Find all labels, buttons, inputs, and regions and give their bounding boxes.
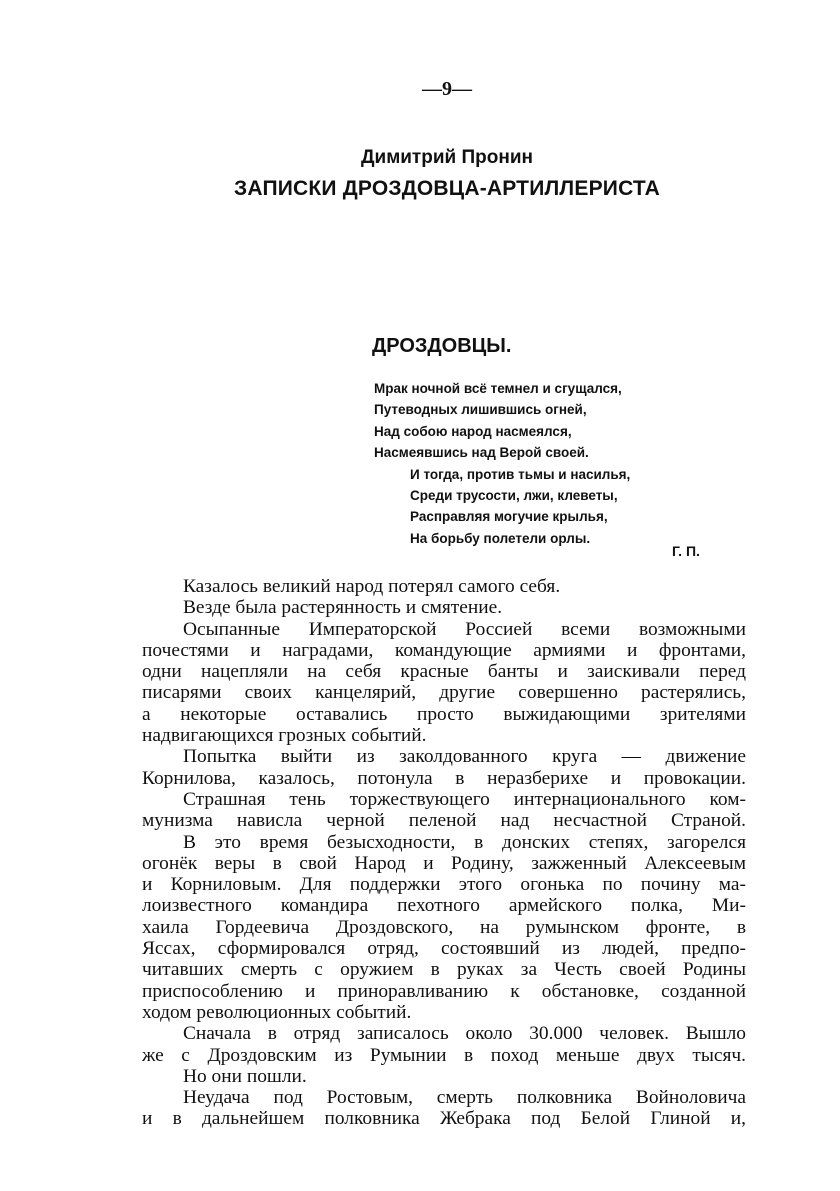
text-line: ходом революционных событий. — [142, 1001, 412, 1023]
text-line: и в дальнейшем полковника Жебрака под Белой Глиной и, — [142, 1108, 746, 1130]
text-line: лоизвестного командира пехотного армейского полка, Ми- — [142, 895, 746, 917]
section-title: ДРОЗДОВЦЫ. — [372, 335, 512, 357]
poem-line: Путеводных лишившись огней, — [374, 402, 587, 418]
text-line: хаила Гордеевича Дроздовского, на румынском фронте, в — [142, 916, 746, 938]
body-text — [142, 576, 746, 1130]
page-number: —9— — [422, 78, 472, 100]
text-line: Везде была растерянность и смятение. — [183, 597, 503, 619]
text-line: писарями своих канцелярий, другие совершенно растерялись, — [142, 682, 746, 704]
poem-line: Расправляя могучие крылья, — [410, 509, 608, 525]
text-line: Казалось великий народ потерял самого себя. — [183, 576, 561, 597]
poem-epigraph — [374, 378, 734, 549]
poem-line: Мрак ночной всё темнел и сгущался, — [374, 381, 622, 396]
text-line: надвигающихся грозных событий. — [142, 725, 427, 747]
text-line: и Корниловым. Для поддержки этого огонька по почину ма- — [142, 874, 746, 896]
text-line: почестями и наградами, командующие армиями и фронтами, — [142, 639, 746, 661]
poem-line: Насмеявшись над Верой своей. — [374, 445, 589, 461]
text-line: Неудача под Ростовым, смерть полковника Войноловича — [183, 1087, 746, 1109]
text-line: Попытка выйти из заколдованного круга — движение — [183, 746, 746, 768]
text-line: Яссах, сформировался отряд, состоявший из людей, предпо- — [142, 938, 746, 960]
text-line: Осыпанные Императорской Россией всеми возможными — [183, 618, 746, 640]
text-line: же с Дроздовским из Румынии в поход меньше двух тысяч. — [142, 1044, 746, 1066]
text-line: Но они пошли. — [183, 1065, 307, 1087]
text-line: В это время безысходности, в донских степях, загорелся — [183, 831, 746, 853]
text-line: одни нацепляли на себя красные банты и заискивали перед — [142, 661, 746, 683]
work-title: ЗАПИСКИ ДРОЗДОВЦА-АРТИЛЛЕРИСТА — [234, 177, 660, 200]
text-line: приспособлению и приноравливанию к обстановке, созданной — [142, 980, 746, 1002]
text-line: Сначала в отряд записалось около 30.000 человек. Вышло — [183, 1023, 746, 1045]
text-line: Страшная тень торжествующего интернационального ком- — [183, 788, 746, 810]
poem-line: На борьбу полетели орлы. — [410, 530, 591, 546]
text-line: мунизма нависла черной пеленой над несчастной Страной. — [142, 810, 746, 832]
poem-line: И тогда, против тьмы и насилья, — [410, 466, 631, 482]
text-line: огонёк веры в свой Народ и Родину, зажженный Алексеевым — [142, 852, 746, 874]
text-line: а некоторые оставались просто выжидающими зрителями — [142, 703, 746, 725]
poem-signature: Г. П. — [672, 543, 700, 559]
author-name: Димитрий Пронин — [360, 147, 533, 168]
poem-line: Среди трусости, лжи, клеветы, — [410, 488, 618, 504]
poem-line: Над собою народ насмеялся, — [374, 423, 572, 439]
text-line: Корнилова, казалось, потонула в неразберихе и провокации. — [142, 767, 746, 789]
text-line: читавших смерть с оружием в руках за Честь своей Родины — [142, 959, 746, 981]
